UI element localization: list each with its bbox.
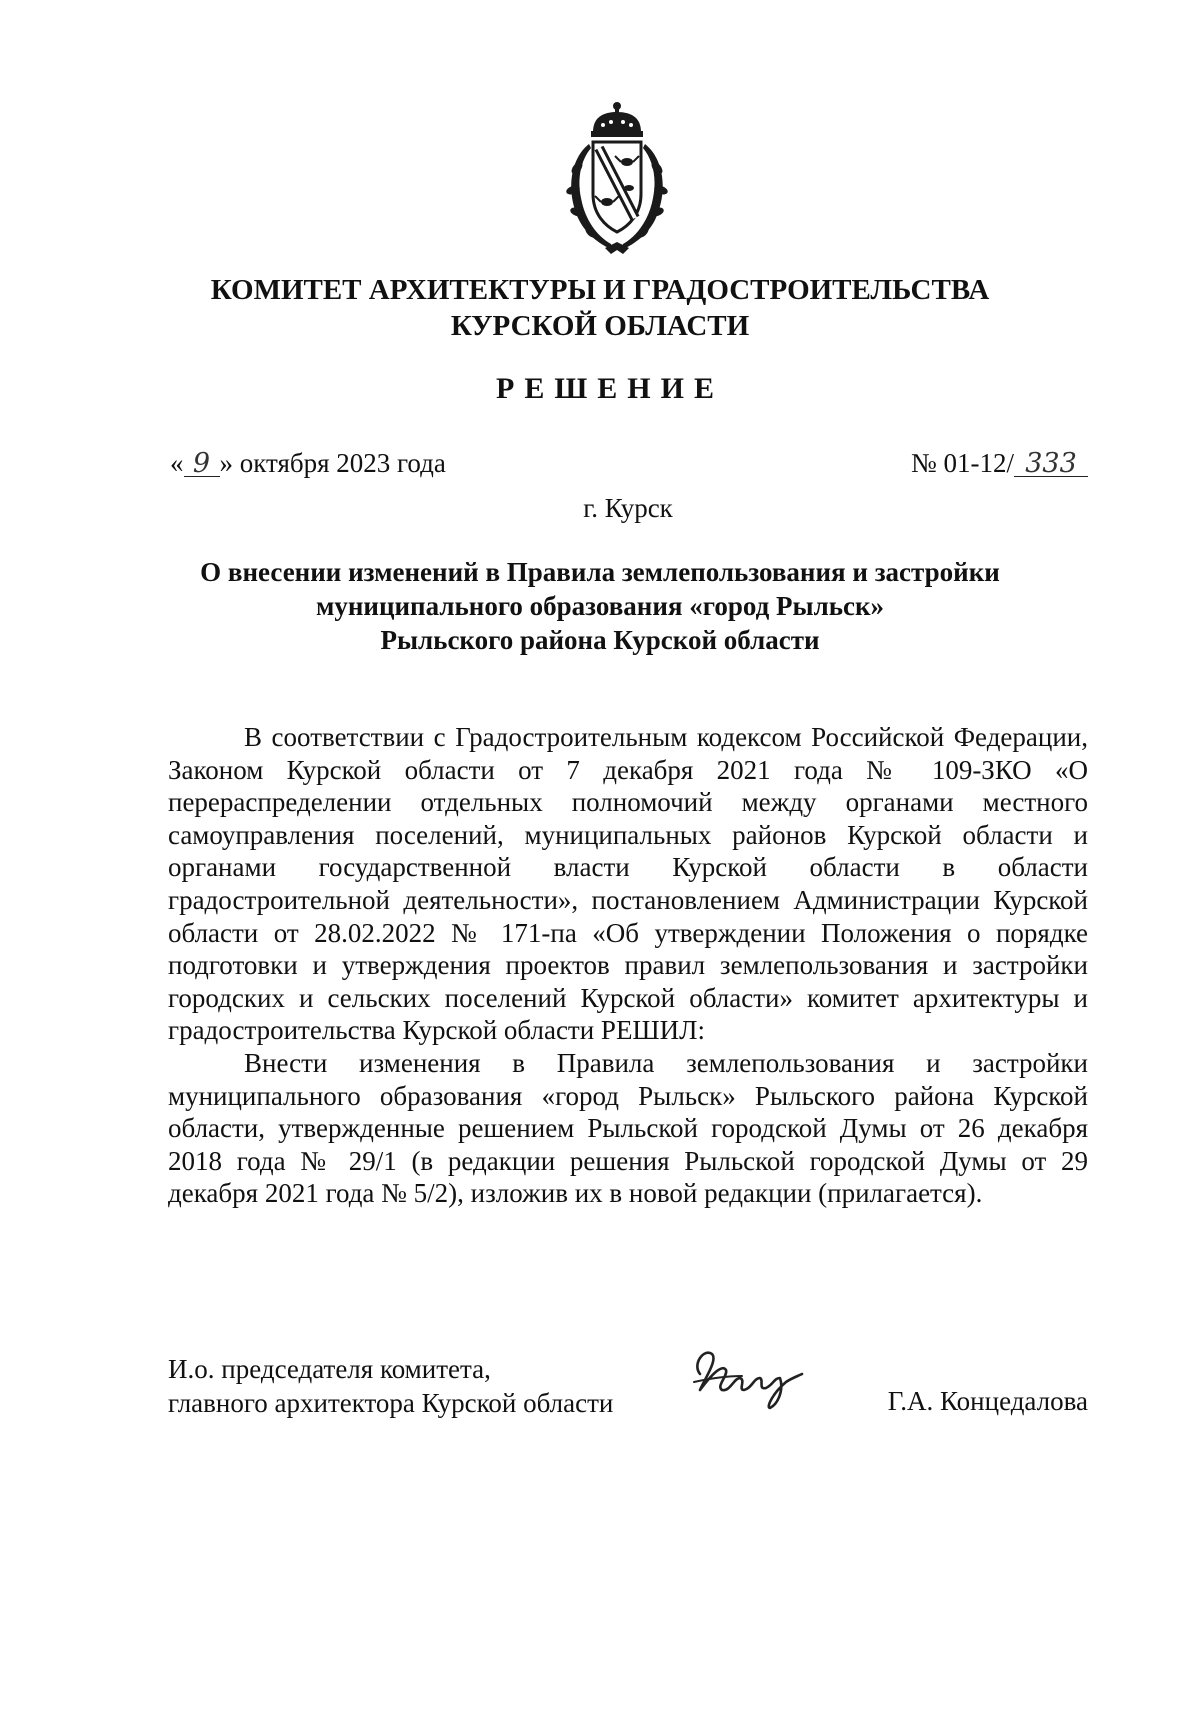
document-number (911, 448, 1088, 479)
kursk-coat-of-arms-icon (553, 98, 681, 258)
body-paragraph-1: В соответствии с Градостроительным кодексом Российской Федерации, Законом Курской области от 7 декабря 2021 года № 109-ЗКО «О перераспределении отдельных полномочий между органами местного самоуправления поселений, муниципальных районов Курской области и органами государственной власти Курской области в области градостроительной деятельности», постановлением Администрации Курской области от 28.02.2022 № 171-па «Об утверждении Положения о порядке подготовки и утверждения проектов правил землепользования и застройки городских и сельских поселений Курской области» комитет архитектуры и градостроительства Курской области РЕШИЛ: (168, 722, 1088, 1046)
date-day-handwritten: 9 (184, 452, 220, 477)
subject-line1: О внесении изменений в Правила землепользования и застройки (200, 557, 1000, 587)
body-paragraph-2: Внести изменения в Правила землепользования и застройки муниципального образования «город Рыльск» Рыльского района Курской области, утвержденные решением Рыльской городской Думы от 26 декабря 2018 года № 29/1 (в редакции решения Рыльской городской Думы от 29 декабря 2021 года № 5/2), изложив их в новой редакции (прилагается). (168, 1047, 1088, 1209)
number-handwritten: 333 (1014, 452, 1088, 477)
organization-name (0, 272, 1200, 344)
handwritten-signature-icon (682, 1334, 812, 1414)
number-prefix: № 01-12/ (910, 448, 1014, 478)
signer-position (168, 1352, 613, 1420)
signer-name: Г.А. Концедалова (887, 1386, 1088, 1416)
subject-line3: Рыльского района Курской области (380, 625, 820, 655)
document-type-title: РЕШЕНИЕ (496, 372, 724, 405)
document-subject (0, 555, 1200, 657)
date-open-quote: « (170, 448, 184, 478)
subject-line2: муниципального образования «город Рыльск» (315, 591, 885, 621)
organization-name-line1: КОМИТЕТ АРХИТЕКТУРЫ И ГРАДОСТРОИТЕЛЬСТВА (210, 274, 990, 306)
signer-position-line2: главного архитектора Курской области (168, 1388, 614, 1418)
date-month-year: » октября 2023 года (219, 448, 446, 478)
organization-name-line2: КУРСКОЙ ОБЛАСТИ (450, 310, 750, 342)
document-city: г. Курск (583, 493, 673, 523)
signer-position-line1: И.о. председателя комитета, (168, 1354, 491, 1384)
document-date (170, 448, 446, 479)
document-body (168, 721, 1088, 1210)
